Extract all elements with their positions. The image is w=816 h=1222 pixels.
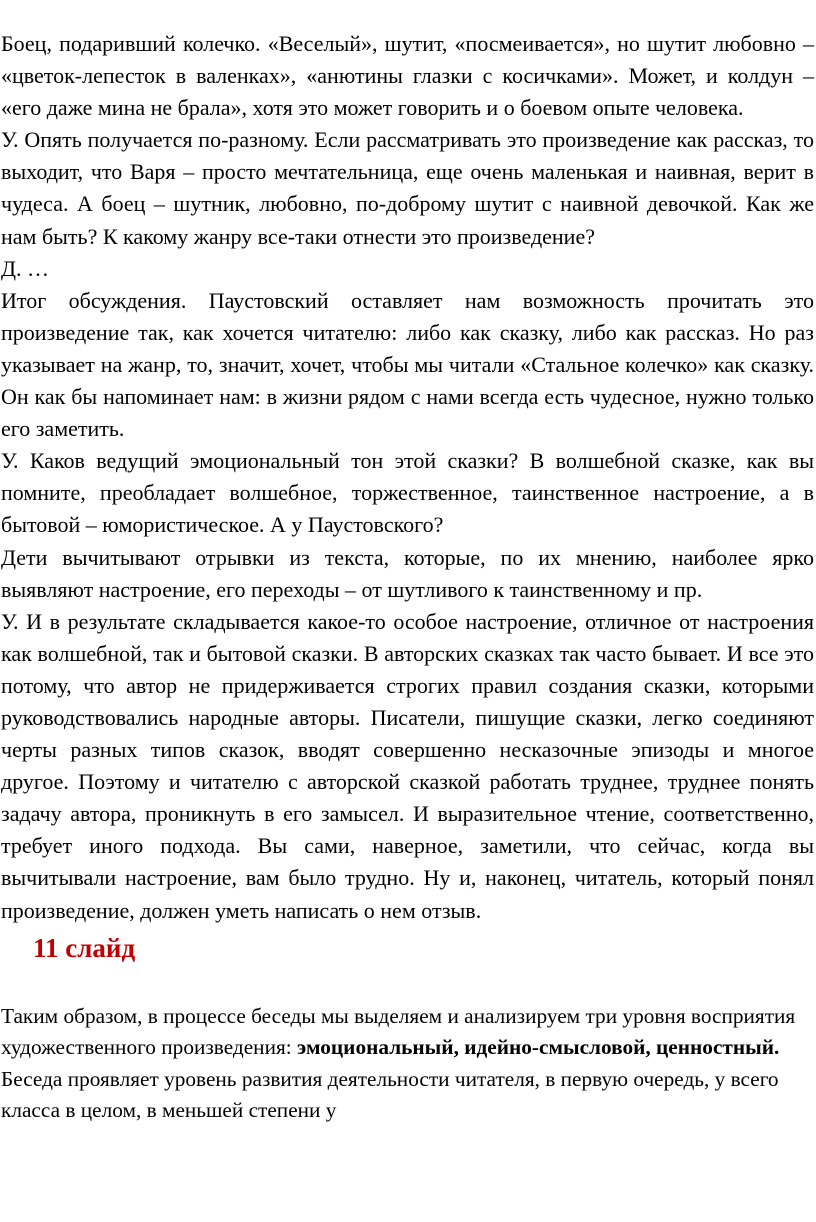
summary-text-start: Таким образом, в процессе беседы мы выделяем и анализируем три уровня восприятия художественного произведения: (1, 1003, 796, 1060)
paragraph-children-answer: Д. … (1, 255, 50, 281)
document-page (0, 28, 816, 1127)
paragraph-teacher-conclusion: У. И в результате складывается какое-то особое настроение, отличное от настроения как волшебной, так и бытовой сказки. В авторских сказках так часто бывает. И все это потому, что автор не придерживается строгих правил создания сказки, которыми руководствовались народные авторы. Писатели, пишущие сказки, легко соединяют черты разных типов сказок, вводят совершенно несказочные эпизоды и многое другое. Поэтому и читателю с авторской сказкой работать труднее, труднее понять задачу автора, проникнуть в его замысел. И выразительное чтение, соответственно, требует иного подхода. Вы сами, наверное, заметили, что сейчас, когда вы вычитывали настроение, вам было трудно. Ну и, наконец, читатель, который понял произведение, должен уметь написать о нем отзыв. (1, 608, 814, 923)
paragraph-soldier: Боец, подаривший колечко. «Веселый», шутит, «посмеивается», но шутит любовно – «цветок-лепесток в валенках», «анютины глазки с косичками». Может, и колдун – «его даже мина не брала», хотя это может говорить и о боевом опыте человека. (1, 31, 814, 121)
paragraph-children-reading: Дети вычитывают отрывки из текста, которые, по их мнению, наиболее ярко выявляют настроение, его переходы – от шутливого к таинственному и пр. (1, 544, 814, 602)
paragraph-summary (0, 1001, 816, 1127)
paragraph-teacher-tone-question: У. Каков ведущий эмоциональный тон этой сказки? В волшебной сказке, как вы помните, преобладает волшебное, торжественное, таинственное настроение, а в бытовой – юмористическое. А у Паустовского? (1, 448, 814, 538)
paragraph-teacher-genre-question: У. Опять получается по-разному. Если рассматривать это произведение как рассказ, то выходит, что Варя – просто мечтательница, еще очень маленькая и наивная, верит в чудеса. А боец – шутник, любовно, по-доброму шутит с наивной девочкой. Как же нам быть? К какому жанру все-таки отнести это произведение? (1, 127, 814, 249)
paragraph-discussion-result: Итог обсуждения. Паустовский оставляет нам возможность прочитать это произведение так, как хочется читателю: либо как сказку, либо как рассказ. Но раз указывает на жанр, то, значит, хочет, чтобы мы читали «Стальное колечко» как сказку. Он как бы напоминает нам: в жизни рядом с нами всегда есть чудесное, нужно только его заметить. (1, 287, 814, 442)
slide-heading: 11 слайд (33, 932, 136, 963)
summary-text-end: Беседа проявляет уровень развития деятельности читателя, в первую очередь, у всего класса в целом, в меньшей степени у (1, 1066, 779, 1123)
summary-levels-bold: эмоциональный, идейно-смысловой, ценностный. (297, 1035, 780, 1060)
